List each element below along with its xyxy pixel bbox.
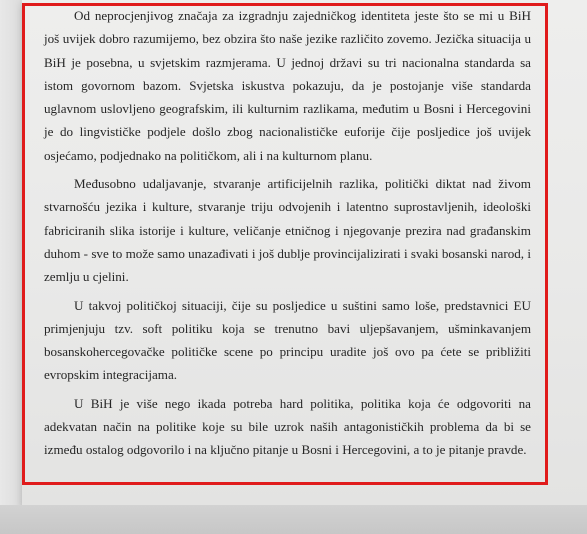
paragraph-4: U BiH je više nego ikada potreba hard politika, politika koja će odgovoriti na adekvatan način na politike koje su bile uzrok naših antagonističkih problema da bi se između ostalog odgovorilo i na ključno pitanje u Bosni i Hercegovini, a to je pitanje pravde. — [44, 395, 531, 458]
red-highlight-box — [22, 3, 548, 485]
paragraph-2: Međusobno udaljavanje, stvaranje artificijelnih razlika, politički diktat nad živom stvarnošću jezika i kulture, stvaranje triju odvojenih i latentno suprostavljenih, ideološki fabriciranih slika istorije i kulture, veličanje etničnog i njegovanje prezira nad građanskim duhom - sve to može samo unazađivati i još dublje provincijalizirati i svaki bosanski narod, i zemlju u cjelini. — [44, 176, 531, 285]
paragraph-3: U takvoj političkoj situaciji, čije su posljedice u suštini samo loše, predstavnici EU primjenjuju tzv. soft politiku koja se trenutno bavi uljepšavanjem, ušminkavanjem bosanskohercegovačke političke scene po principu uradite još ovo pa ćete se približiti evropskim integracijama. — [44, 297, 531, 383]
background-edge — [0, 0, 22, 534]
page-bottom-edge — [0, 505, 587, 534]
paragraph-1: Od neprocjenjivog značaja za izgradnju zajedničkog identiteta jeste što se mi u BiH još uvijek dobro razumijemo, bez obzira što naše jezike različito zovemo. Jezička situacija u BiH je posebna, u svjetskim razmjerama. U jednoj državi su tri nacionalna standarda sa istom govornom bazom. Svjetska iskustva pokazuju, da je postojanje više standarda uglavnom uslovljeno geografskim, ili kulturnim razlikama, međutim u Bosni i Hercegovini je do lingvističke podjele došlo zbog nacionalističke euforije čije posljedice još uvijek osjećamo, podjednako na političkom, ali i na kulturnom planu. — [44, 8, 531, 163]
